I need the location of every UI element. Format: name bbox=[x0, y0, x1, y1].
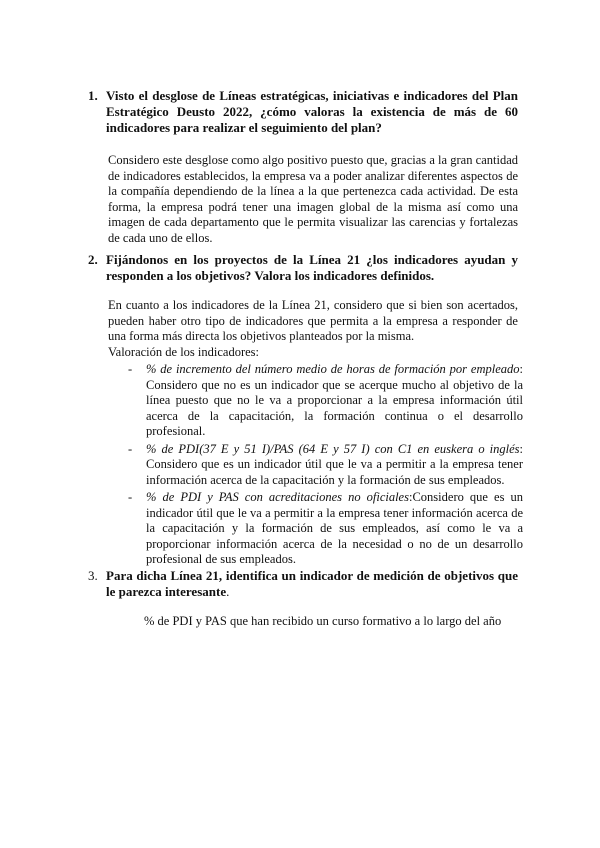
question-2-number: 2. bbox=[88, 252, 98, 267]
question-1-text: Visto el desglose de Líneas estratégicas, iniciativas e indicadores del Plan Estratégico Deusto 2022, ¿cómo valoras la existencia de más de 60 indicadores para realizar el seguimiento del plan? bbox=[106, 88, 518, 135]
indicator-evaluation: Considero que es un indicador útil que le va a permitir a la empresa tener información acerca de la capacitación y la formación de sus empleados. bbox=[146, 457, 523, 487]
indicator-title: % de PDI y PAS con acreditaciones no oficiales bbox=[146, 490, 409, 504]
answer-3: % de PDI y PAS que han recibido un curso formativo a lo largo del año bbox=[144, 614, 502, 628]
answer-1: Considero este desglose como algo positivo puesto que, gracias a la gran cantidad de indicadores establecidos, la empresa va a poder analizar diferentes aspectos de la compañía dependiendo de la línea a la que pertenezca cada actividad. De esta forma, la empresa podrá tener una imagen global de la misma así como una imagen de cada departamento que le permita visualizar las carencias y fortalezas de cada uno de ellos. bbox=[108, 153, 518, 245]
question-1-number: 1. bbox=[88, 88, 98, 103]
indicator-separator: : bbox=[519, 362, 523, 376]
question-3-end: . bbox=[226, 584, 230, 599]
indicator-evaluation: Considero que no es un indicador que se acerque mucho al objetivo de la línea puesto que no le va a proporcionar a la empresa información útil acerca de la capacitación, la formación continua o el desarrollo profesional. bbox=[146, 377, 523, 438]
question-2-text: Fijándonos en los proyectos de la Línea 21 ¿los indicadores ayudan y responden a los objetivos? Valora los indicadores definidos. bbox=[106, 252, 518, 283]
question-3-text: Para dicha Línea 21, identifica un indicador de medición de objetivos que le parezca interesante bbox=[106, 568, 518, 599]
indicator-separator: : bbox=[408, 490, 413, 504]
bullet-dash: - bbox=[128, 441, 133, 456]
list-item bbox=[128, 442, 523, 489]
indicator-evaluation: Considero que es un indicador útil que le va a permitir a la empresa tener información acerca de la capacitación y la formación de sus empleados, así como le va a proporcionar información acerca de la necesidad o no de un desarrollo profesional de sus empleados. bbox=[146, 490, 523, 566]
indicator-title: % de PDI(37 E y 51 I)/PAS (64 E y 57 I) con C1 en euskera o inglés bbox=[146, 441, 520, 456]
list-item bbox=[128, 362, 523, 440]
list-item bbox=[128, 490, 523, 568]
indicator-list bbox=[128, 362, 523, 568]
indicator-title: % de incremento del número medio de horas de formación por empleado bbox=[146, 362, 520, 376]
question-3 bbox=[106, 568, 518, 600]
answer-2: En cuanto a los indicadores de la Línea 21, considero que si bien son acertados, pueden haber otro tipo de indicadores que permita a la empresa a responder de una forma más directa los objetivos planteados por la misma. bbox=[108, 298, 518, 343]
indicator-separator: : bbox=[519, 441, 523, 456]
question-2 bbox=[106, 252, 518, 284]
bullet-dash: - bbox=[128, 490, 133, 504]
question-3-number: 3. bbox=[88, 568, 98, 583]
valoracion-label: Valoración de los indicadores: bbox=[108, 345, 259, 359]
question-1 bbox=[106, 88, 518, 136]
bullet-dash: - bbox=[128, 362, 133, 376]
